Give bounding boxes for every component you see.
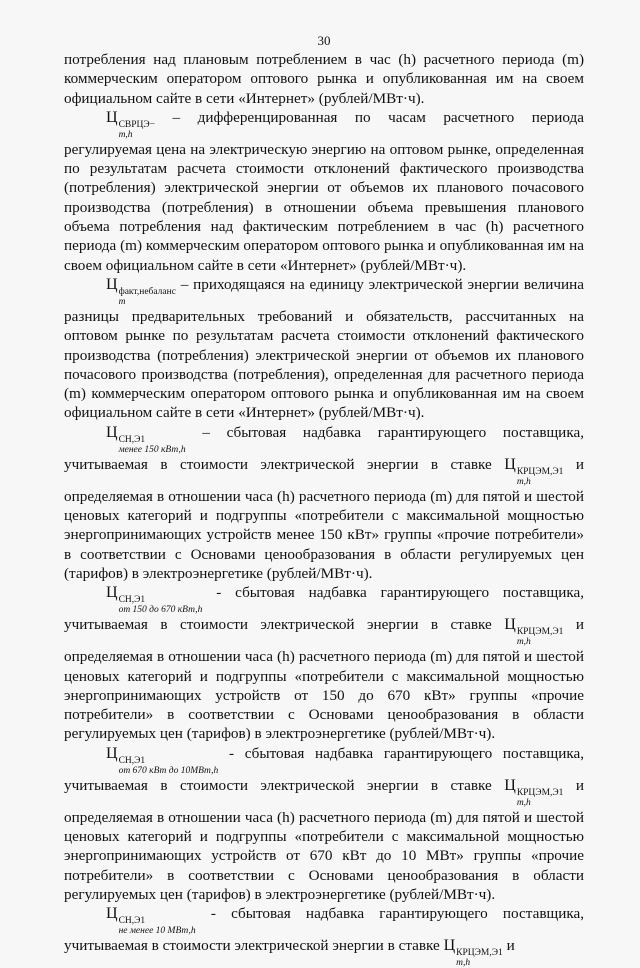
symbol-base: Ц — [106, 275, 118, 293]
symbol-base: Ц — [504, 616, 516, 634]
symbol-superscript: СН,Э1 — [118, 595, 146, 606]
definition-text: - сбытовая надбавка гарантирующего поставщика, учитываемая в стоимости электрической энергии в ставке — [64, 905, 585, 955]
definition-paragraph — [64, 275, 584, 423]
symbol-subscript: m,h — [516, 637, 531, 648]
definition-text: и определяемая в отношении часа (h) расчетного периода (m) для пятой и шестой ценовых категорий и подгруппы «потребители с максимальной мощностью энергопринимающих устройств от 670 кВт до 10 МВт» группы «прочие потребители» в соответствии с Основами ценообразования в области регулируемых цен (тарифов) в электроэнергетике (рублей/МВт·ч). — [64, 776, 585, 903]
symbol-base: Ц — [106, 905, 118, 923]
paragraph — [64, 50, 584, 108]
symbol-subscript: m,h — [516, 476, 531, 487]
definition-text: - сбытовая надбавка гарантирующего поставщика, учитываемая в стоимости электрической энергии в ставке — [64, 744, 585, 794]
page-number: 30 — [317, 33, 331, 48]
symbol-subscript: от 670 кВт до 10МВт,h — [118, 765, 219, 776]
symbol-subscript: m,h — [118, 129, 133, 140]
formula-symbol — [106, 110, 155, 140]
symbol-superscript: КРЦЭМ,Э1 — [516, 466, 564, 477]
symbol-base: Ц — [504, 776, 516, 794]
symbol-superscript: СН,Э1 — [118, 434, 146, 445]
symbol-subscript: m — [118, 296, 126, 307]
symbol-superscript: СВРЦЭ− — [118, 119, 156, 130]
formula-symbol — [106, 277, 176, 307]
formula-symbol — [106, 585, 202, 615]
definition-text: – дифференцированная по часам расчетного периода регулируемая цена на электрическую энергию на оптовом рынке, определенная по результатам расчета стоимости отклонений фактического производства (потребления) электрической энергии от объемов их планового почасового производства (потребления) в отношении объема превышения планового объема потребления над фактическим потреблением в час (h) расчетного периода (m) коммерческим оператором оптового рынка и опубликованная им на своем официальном сайте в сети «Интернет» (рублей/МВт·ч). — [64, 108, 584, 274]
formula-symbol — [504, 778, 563, 808]
document-body — [64, 50, 584, 968]
symbol-subscript: m,h — [516, 797, 531, 808]
definition-paragraph — [64, 108, 584, 275]
paragraph-text: потребления над плановым потреблением в час (h) расчетного периода (m) коммерческим оператором оптового рынка и опубликованная им на своем официальном сайте в сети «Интернет» (рублей/МВт·ч). — [64, 51, 584, 107]
symbol-base: Ц — [443, 937, 456, 955]
definition-paragraph — [64, 744, 584, 904]
symbol-base: Ц — [106, 423, 118, 441]
definition-paragraph — [64, 423, 584, 583]
definition-paragraph — [64, 583, 584, 743]
symbol-base: Ц — [106, 584, 118, 602]
symbol-superscript: КРЦЭМ,Э1 — [516, 787, 564, 798]
definition-text: – приходящаяся на единицу электрической энергии величина разницы предварительных требований и обязательств, рассчитанных на оптовом рынке по результатам расчета стоимости отклонений фактического производства (потребления) электрической энергии от объемов их планового почасового производства (потребления), определенная для расчетного периода (m) коммерческим оператором оптового рынка и опубликованная им на своем официальном сайте в сети «Интернет» (рублей/МВт·ч). — [64, 275, 585, 422]
symbol-subscript: менее 150 кВт,h — [118, 444, 186, 455]
formula-symbol — [504, 617, 563, 647]
symbol-base: Ц — [504, 455, 516, 473]
symbol-superscript: СН,Э1 — [118, 755, 146, 766]
symbol-superscript: факт,небаланс — [118, 286, 176, 297]
formula-symbol — [106, 906, 196, 936]
formula-symbol — [106, 425, 186, 455]
symbol-base: Ц — [106, 108, 118, 126]
symbol-subscript: от 150 до 670 кВт,h — [118, 605, 203, 616]
symbol-subscript: не менее 10 МВт,h — [118, 926, 196, 937]
symbol-base: Ц — [106, 744, 118, 762]
symbol-superscript: СН,Э1 — [118, 916, 146, 927]
definition-text: - сбытовая надбавка гарантирующего поставщика, учитываемая в стоимости электрической энергии в ставке — [64, 584, 585, 634]
definition-text: и определяемая в отношении часа (h) расчетного периода (m) для пятой и шестой ценовых категорий и подгруппы «потребители с максимальной мощностью энергопринимающих устройств от 150 до 670 кВт» группы «прочие потребители» в соответствии с Основами ценообразования в области регулируемых цен (тарифов) в электроэнергетике (рублей/МВт·ч). — [64, 616, 585, 743]
symbol-superscript: КРЦЭМ,Э1 — [516, 627, 564, 638]
definition-text: и определяемая в отношении часа (h) расчетного периода (m) для пятой и шестой ценовых категорий и подгруппы «потребители с максимальной мощностью энергопринимающих устройств менее 150 кВт» группы «прочие потребители» в соответствии с Основами ценообразования в области регулируемых цен (тарифов) в электроэнергетике (рублей/МВт·ч). — [64, 455, 585, 582]
definition-text: – сбытовая надбавка гарантирующего поставщика, учитываемая в стоимости электрической энергии в ставке — [64, 423, 584, 473]
formula-symbol — [106, 746, 218, 776]
formula-symbol — [504, 457, 563, 487]
formula-symbol — [444, 938, 503, 968]
definition-text: и — [506, 937, 515, 955]
definition-paragraph — [64, 904, 584, 968]
symbol-superscript: КРЦЭМ,Э1 — [456, 948, 503, 959]
symbol-subscript: m,h — [456, 958, 471, 968]
